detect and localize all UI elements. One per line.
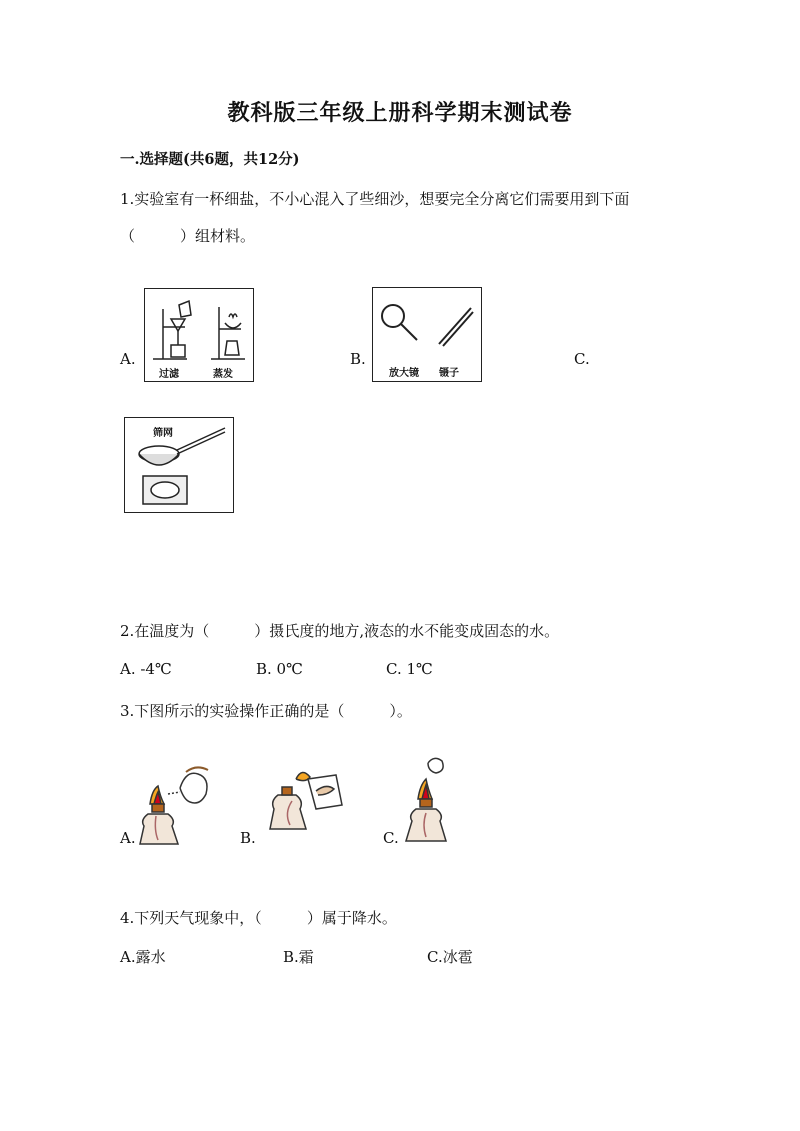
q1-option-c-label: C. xyxy=(574,350,590,368)
section-heading: 一.选择题(共6题，共12分) xyxy=(120,151,300,168)
question-3-text: 3.下图所示的实验操作正确的是（ ）。 xyxy=(120,702,412,720)
q3-option-a-label: A. xyxy=(120,829,136,847)
alcohol-lamp-lighting-icon xyxy=(266,765,346,845)
q2-option-c: C. 1℃ xyxy=(386,660,433,678)
q4-option-a: A.露水 xyxy=(120,948,166,966)
sieve-icon xyxy=(125,418,233,512)
question-1-text: 1.实验室有一杯细盐，不小心混入了些细沙，想要完全分离它们需要用到下面 xyxy=(120,190,630,208)
q2-option-b: B. 0℃ xyxy=(256,660,303,678)
alcohol-lamp-blowing-icon xyxy=(134,760,218,856)
question-2-text: 2.在温度为（ ）摄氏度的地方,液态的水不能变成固态的水。 xyxy=(120,622,560,640)
q4-option-c: C.冰雹 xyxy=(427,948,473,966)
q1-option-b-label: B. xyxy=(350,350,366,368)
caption-tweezers: 镊子 xyxy=(439,368,459,379)
q1-option-a-image xyxy=(144,288,254,382)
q1-option-b-image xyxy=(372,287,482,382)
q1-option-c-image xyxy=(124,417,234,513)
q3-option-b-label: B. xyxy=(240,829,256,847)
caption-evaporate: 蒸发 xyxy=(213,369,233,380)
page-title: 教科版三年级上册科学期末测试卷 xyxy=(227,100,573,126)
question-4-text: 4.下列天气现象中，（ ）属于降水。 xyxy=(120,909,397,927)
caption-magnifier: 放大镜 xyxy=(389,368,419,379)
q3-option-c-label: C. xyxy=(383,829,399,847)
caption-sieve: 筛网 xyxy=(153,428,173,439)
q2-option-a: A. -4℃ xyxy=(120,660,172,678)
alcohol-lamp-cap-icon xyxy=(400,755,460,851)
q1-option-a-label: A. xyxy=(120,350,136,368)
caption-filter: 过滤 xyxy=(159,369,179,380)
q4-option-b: B.霜 xyxy=(283,948,314,966)
question-1-text-cont: （ ）组材料。 xyxy=(120,227,256,245)
